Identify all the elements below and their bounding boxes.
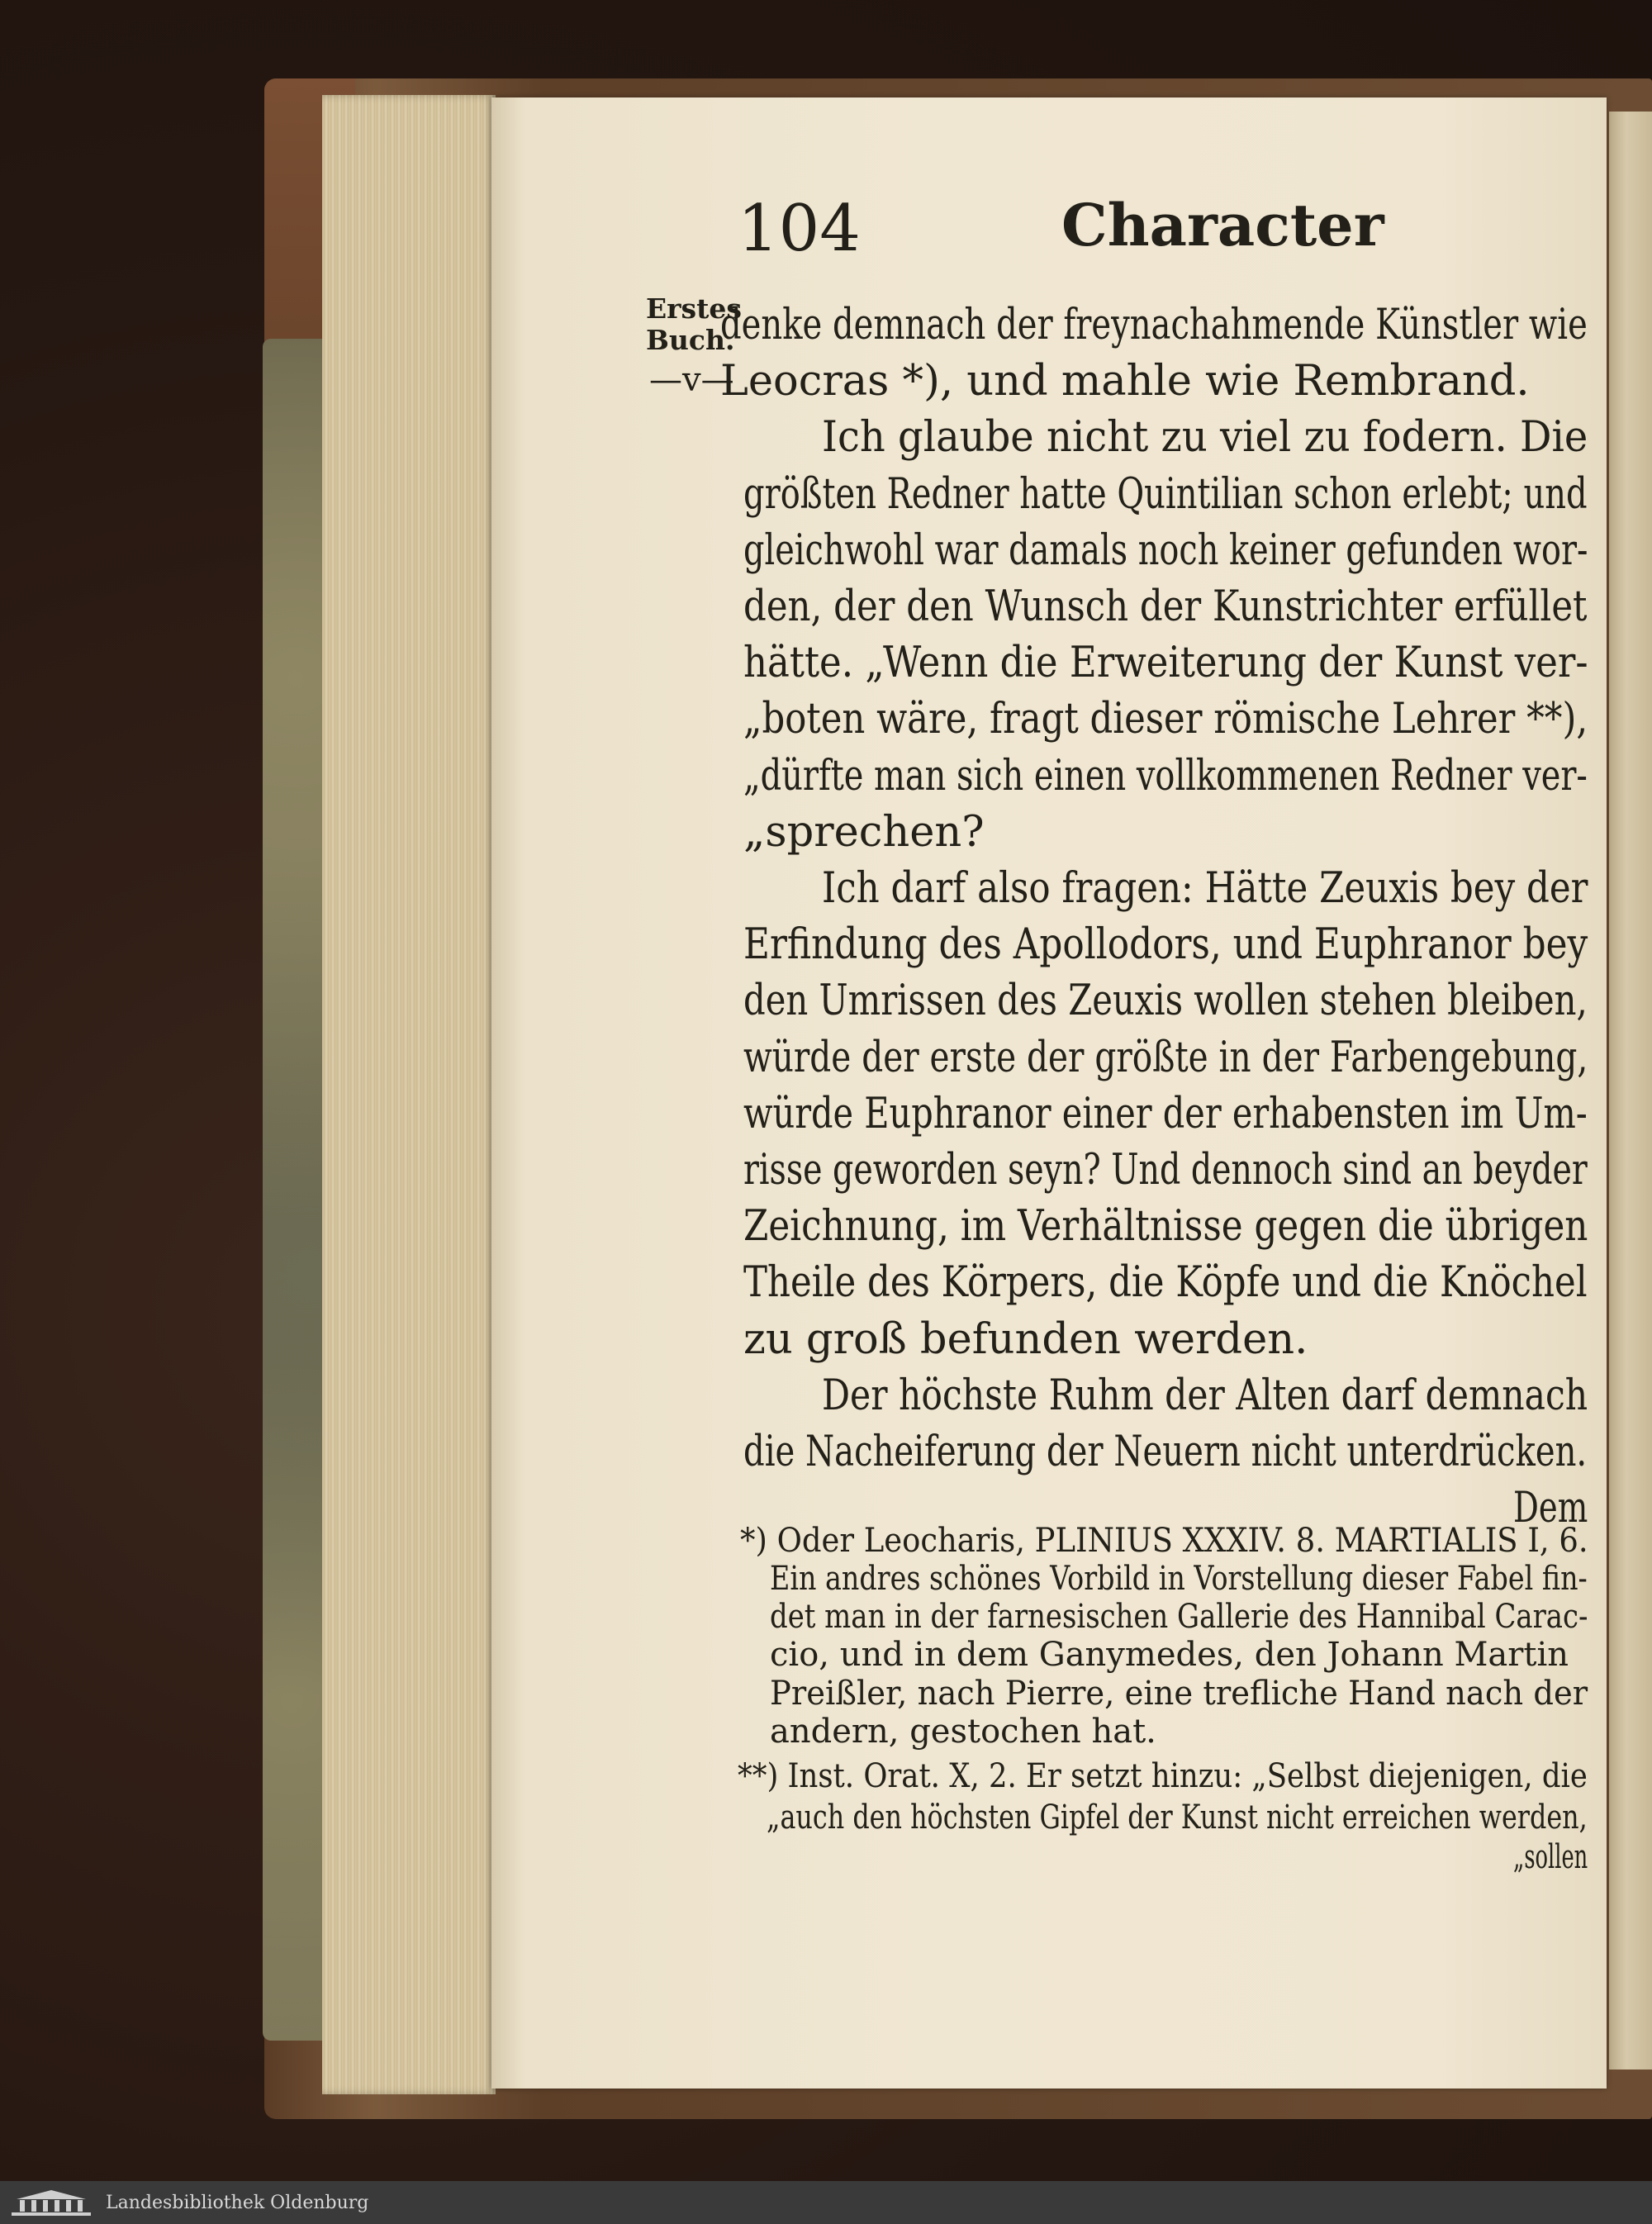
body-line: Der höchste Ruhm der Alten darf demnach <box>822 1371 1588 1420</box>
footnote-line: andern, gestochen hat. <box>770 1713 1156 1751</box>
body-line: Ich darf also fragen: Hätte Zeuxis bey der <box>822 864 1588 913</box>
body-line: Theile des Körpers, die Köpfe und die Knöchel <box>743 1258 1588 1308</box>
footnote-line: Ein andres schönes Vorbild in Vorstellung dieser Fabel fin- <box>770 1560 1588 1598</box>
margin-mark: —v— <box>649 361 734 399</box>
body-line: zu groß befunden werden. <box>743 1314 1308 1364</box>
body-line: gleichwohl war damals noch keiner gefunden wor- <box>743 525 1588 575</box>
footnote-line: „sollen <box>1513 1838 1588 1876</box>
margin-note-line: Buch. <box>646 324 735 356</box>
body-line: „boten wäre, fragt dieser römische Lehrer **), <box>743 695 1588 744</box>
body-line: größten Redner hatte Quintilian schon erlebt; und <box>743 469 1588 519</box>
footnote-line: **) Inst. Orat. X, 2. Er setzt hinzu: „Selbst diejenigen, die <box>738 1757 1588 1795</box>
page-number: 104 <box>738 192 861 266</box>
footnote-line: *) Oder Leocharis, PLINIUS XXXIV. 8. MARTIALIS I, 6. <box>740 1522 1588 1560</box>
body-line: würde Euphranor einer der erhabensten im Um- <box>743 1089 1588 1138</box>
body-line: den, der den Wunsch der Kunstrichter erfüllet <box>743 582 1588 631</box>
body-line: risse geworden seyn? Und dennoch sind an beyder <box>743 1146 1588 1195</box>
body-line: würde der erste der größte in der Farbengebung, <box>743 1033 1588 1082</box>
body-line: Erfindung des Apollodors, und Euphranor bey <box>743 920 1588 970</box>
body-line: Ich glaube nicht zu viel zu fodern. Die <box>822 413 1588 463</box>
library-name: Landesbibliothek Oldenburg <box>106 2192 369 2213</box>
margin-note-line: Erstes <box>646 292 742 325</box>
body-line: denke demnach der freynachahmende Künstler wie <box>720 301 1588 349</box>
library-footer <box>0 2181 1652 2224</box>
body-line: „dürfte man sich einen vollkommenen Redner ver- <box>743 751 1588 801</box>
body-line: Leocras *), und mahle wie Rembrand. <box>720 357 1530 406</box>
body-line: die Nacheiferung der Neuern nicht unterdrücken. <box>743 1428 1588 1476</box>
facing-page-edge <box>1609 112 1652 2070</box>
running-title: Character <box>1061 191 1384 259</box>
body-line: „sprechen? <box>743 807 985 857</box>
catchword: Dem <box>1513 1484 1588 1533</box>
footnote-line: Preißler, nach Pierre, eine trefliche Hand nach der <box>770 1675 1588 1713</box>
library-building-icon <box>10 2188 93 2217</box>
body-line: Zeichnung, im Verhältnisse gegen die übrigen <box>743 1202 1588 1252</box>
body-line: hätte. „Wenn die Erweiterung der Kunst ver- <box>743 639 1588 688</box>
body-line: den Umrissen des Zeuxis wollen stehen bleiben, <box>743 977 1588 1026</box>
footnote-line: „auch den höchsten Gipfel der Kunst nicht erreichen werden, <box>767 1799 1588 1837</box>
footnote-line: det man in der farnesischen Gallerie des Hannibal Carac- <box>770 1598 1588 1636</box>
footnote-line: cio, und in dem Ganymedes, den Johann Martin <box>770 1636 1569 1674</box>
page-stack-edge <box>322 95 496 2094</box>
